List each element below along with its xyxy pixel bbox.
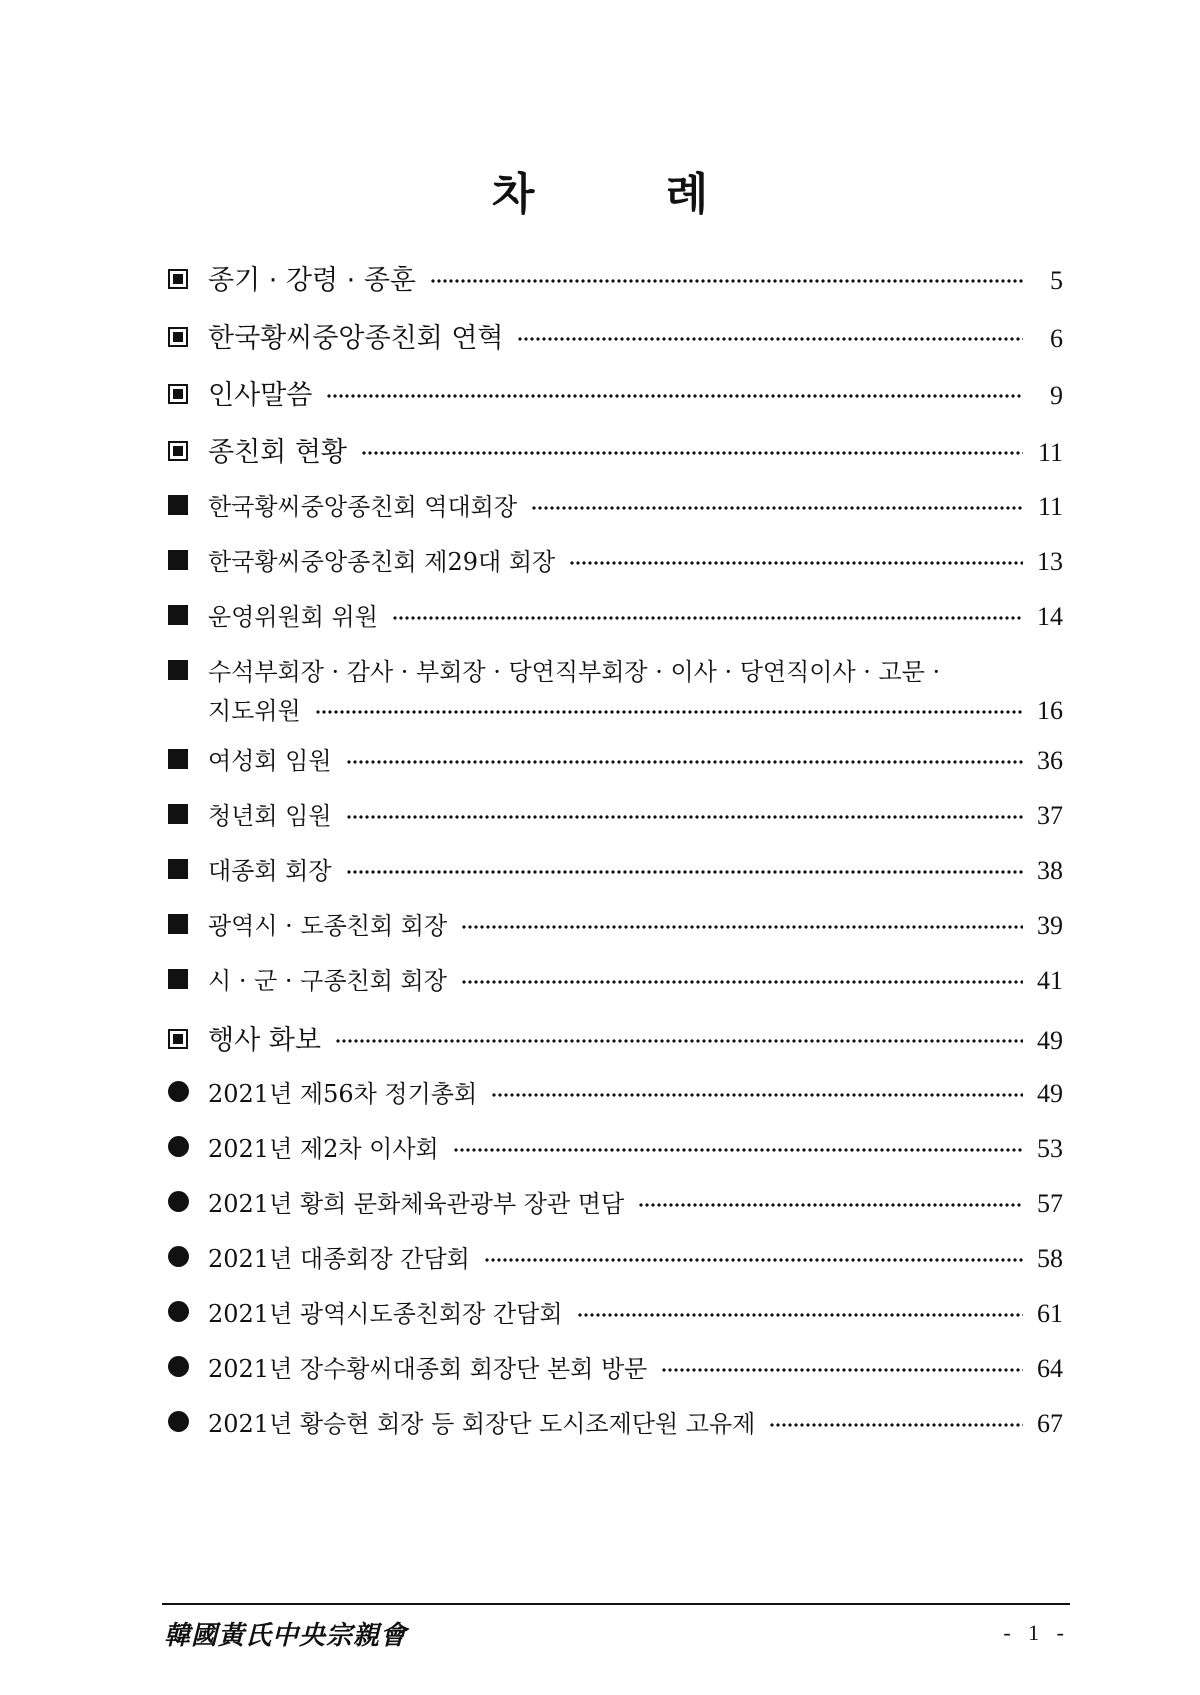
dot-leader xyxy=(430,278,1023,284)
toc-entry[interactable] xyxy=(168,542,1063,577)
toc-entry-page-number: 16 xyxy=(1037,696,1063,725)
toc-entry-page-number: 57 xyxy=(1037,1189,1063,1218)
toc-entry[interactable] xyxy=(168,851,1063,886)
dot-leader xyxy=(661,1367,1023,1373)
toc-entry-label: 행사 화보 xyxy=(208,1025,321,1056)
toc-entry-label: 한국황씨중앙종친회 역대회장 xyxy=(208,493,518,521)
toc-entry[interactable] xyxy=(168,430,1063,469)
boxed-square-bullet-icon xyxy=(168,436,208,466)
dot-leader xyxy=(315,709,1023,715)
dot-leader xyxy=(326,393,1023,399)
toc-entry[interactable] xyxy=(168,1184,1063,1219)
toc-entry-page-number: 36 xyxy=(1037,746,1063,775)
toc-entry-label: 한국황씨중앙종친회 연혁 xyxy=(208,323,504,354)
toc-entry-page-number: 49 xyxy=(1037,1026,1063,1055)
toc-entry-page-number: 41 xyxy=(1037,966,1063,995)
toc-entry-page-number: 14 xyxy=(1037,602,1063,631)
filled-square-bullet-icon xyxy=(168,909,208,939)
toc-entry[interactable] xyxy=(168,1404,1063,1439)
toc-entry[interactable] xyxy=(168,1074,1063,1109)
toc-entry[interactable] xyxy=(168,316,1063,355)
filled-circle-bullet-icon xyxy=(168,1187,208,1217)
toc-entry-page-number: 38 xyxy=(1037,856,1063,885)
toc-entry[interactable] xyxy=(168,1294,1063,1329)
dot-leader xyxy=(638,1202,1023,1208)
footer-divider xyxy=(162,1603,1070,1605)
toc-entry-label: 광역시 · 도종친회 회장 xyxy=(208,912,448,940)
filled-square-bullet-icon xyxy=(168,545,208,575)
toc-entry-page-number: 61 xyxy=(1037,1299,1063,1328)
toc-entry[interactable] xyxy=(168,1349,1063,1384)
toc-entry-page-number: 64 xyxy=(1037,1354,1063,1383)
toc-entry[interactable] xyxy=(168,258,1063,297)
dot-leader xyxy=(491,1092,1023,1098)
filled-square-bullet-icon xyxy=(168,600,208,630)
toc-entry-page-number: 53 xyxy=(1037,1134,1063,1163)
footer-page-number: - 1 - xyxy=(1003,1620,1070,1645)
toc-entry[interactable] xyxy=(168,1018,1063,1057)
dot-leader xyxy=(346,759,1023,765)
dot-leader xyxy=(769,1422,1023,1428)
toc-entry-label: 운영위원회 위원 xyxy=(208,603,378,631)
toc-entry-page-number: 67 xyxy=(1037,1409,1063,1438)
toc-entry-page-number: 11 xyxy=(1037,438,1063,467)
toc-entry[interactable] xyxy=(168,487,1063,522)
filled-circle-bullet-icon xyxy=(168,1407,208,1437)
boxed-square-bullet-icon xyxy=(168,264,208,294)
dot-leader xyxy=(569,560,1023,566)
toc-entry-label: 종기 · 강령 · 종훈 xyxy=(208,265,416,296)
filled-square-bullet-icon xyxy=(168,854,208,884)
toc-entry-page-number: 6 xyxy=(1050,324,1063,353)
toc-entry[interactable] xyxy=(168,652,1063,726)
toc-entry[interactable] xyxy=(168,1129,1063,1164)
toc-entry-page-number: 13 xyxy=(1037,547,1063,576)
toc-entry[interactable] xyxy=(168,906,1063,941)
boxed-square-bullet-icon xyxy=(168,379,208,409)
toc-entry-label: 여성회 임원 xyxy=(208,747,332,775)
dot-leader xyxy=(484,1257,1023,1263)
toc-entry-label: 2021년 광역시도종친회장 간담회 xyxy=(208,1300,563,1328)
toc-entry-label: 2021년 장수황씨대종회 회장단 본회 방문 xyxy=(208,1355,648,1383)
dot-leader xyxy=(531,505,1023,511)
dot-leader xyxy=(346,814,1023,820)
toc-entry-label: 수석부회장 · 감사 · 부회장 · 당연직부회장 · 이사 · 당연직이사 · 고문 · xyxy=(208,658,941,686)
filled-circle-bullet-icon xyxy=(168,1132,208,1162)
dot-leader xyxy=(392,615,1023,621)
filled-square-bullet-icon xyxy=(168,744,208,774)
toc-entry-page-number: 5 xyxy=(1050,266,1063,295)
dot-leader xyxy=(346,869,1023,875)
toc-entry-label: 대종회 회장 xyxy=(208,857,332,885)
filled-circle-bullet-icon xyxy=(168,1352,208,1382)
toc-entry-page-number: 11 xyxy=(1037,492,1063,521)
toc-entry-page-number: 49 xyxy=(1037,1079,1063,1108)
toc-entry-label: 인사말씀 xyxy=(208,380,313,411)
filled-circle-bullet-icon xyxy=(168,1077,208,1107)
filled-square-bullet-icon xyxy=(168,655,208,685)
filled-circle-bullet-icon xyxy=(168,1242,208,1272)
dot-leader xyxy=(577,1312,1023,1318)
toc-entry-label: 종친회 현황 xyxy=(208,437,347,468)
toc-entry[interactable] xyxy=(168,961,1063,996)
filled-square-bullet-icon xyxy=(168,490,208,520)
dot-leader xyxy=(361,450,1023,456)
toc-entry-label: 2021년 제56차 정기총회 xyxy=(208,1080,478,1108)
dot-leader xyxy=(461,979,1023,985)
dot-leader xyxy=(453,1147,1023,1153)
dot-leader xyxy=(517,336,1023,342)
toc-entry-label: 2021년 황승현 회장 등 회장단 도시조제단원 고유제 xyxy=(208,1410,756,1438)
toc-entry[interactable] xyxy=(168,741,1063,776)
boxed-square-bullet-icon xyxy=(168,322,208,352)
filled-square-bullet-icon xyxy=(168,799,208,829)
toc-entry-page-number: 58 xyxy=(1037,1244,1063,1273)
footer-organization: 韓國黃氏中央宗親會 xyxy=(164,1621,408,1651)
toc-entry-page-number: 9 xyxy=(1050,381,1063,410)
dot-leader xyxy=(461,924,1023,930)
toc-entry-label: 2021년 황희 문화체육관광부 장관 면담 xyxy=(208,1190,625,1218)
toc-entry-page-number: 37 xyxy=(1037,801,1063,830)
toc-entry-label: 청년회 임원 xyxy=(208,802,332,830)
toc-entry-label: 2021년 제2차 이사회 xyxy=(208,1135,439,1163)
toc-entry-label: 2021년 대종회장 간담회 xyxy=(208,1245,470,1273)
page-title: 차 례 xyxy=(491,169,767,220)
toc-entry-label-continued: 지도위원 xyxy=(208,697,301,725)
dot-leader xyxy=(335,1038,1023,1044)
toc-entry-label: 한국황씨중앙종친회 제29대 회장 xyxy=(208,548,556,576)
filled-circle-bullet-icon xyxy=(168,1297,208,1327)
filled-square-bullet-icon xyxy=(168,964,208,994)
boxed-square-bullet-icon xyxy=(168,1024,208,1054)
toc-entry[interactable] xyxy=(168,1239,1063,1274)
toc-entry-label: 시 · 군 · 구종친회 회장 xyxy=(208,967,447,995)
toc-entry[interactable] xyxy=(168,373,1063,412)
toc-entry-page-number: 39 xyxy=(1037,911,1063,940)
toc-entry[interactable] xyxy=(168,597,1063,632)
toc-entry[interactable] xyxy=(168,796,1063,831)
